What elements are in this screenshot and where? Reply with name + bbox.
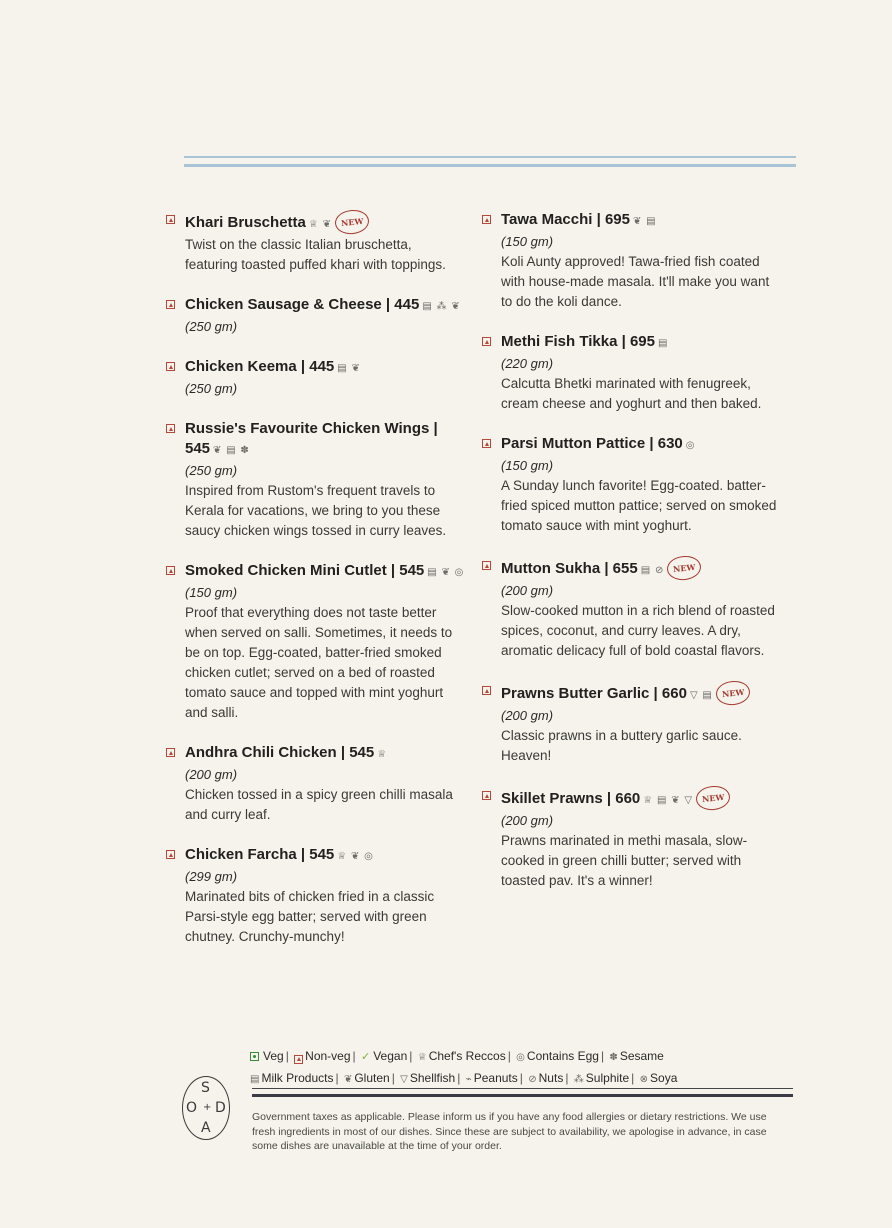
nonveg-icon bbox=[482, 686, 491, 695]
menu-item bbox=[482, 681, 782, 766]
dish-description: Prawns marinated in methi masala, slow-cooked in green chilli butter; served with toasted pav. It's a winner! bbox=[501, 833, 748, 888]
nonveg-icon bbox=[482, 337, 491, 346]
dish-weight: (220 gm) bbox=[501, 356, 554, 371]
dish-name-text: Chicken Sausage & Cheese | 445 bbox=[185, 296, 420, 313]
logo-letter-o: O bbox=[186, 1100, 198, 1116]
dish-weight: (299 gm) bbox=[185, 869, 238, 884]
logo-letter-a: A bbox=[201, 1120, 211, 1136]
dish-name-text: Mutton Sukha | 655 bbox=[501, 560, 638, 577]
menu-item bbox=[166, 419, 466, 541]
menu-item bbox=[482, 786, 782, 891]
dish-name-text: Khari Bruschetta bbox=[185, 214, 306, 231]
nonveg-icon bbox=[482, 791, 491, 800]
nonveg-icon bbox=[166, 850, 175, 859]
nonveg-icon bbox=[166, 566, 175, 575]
dish-name-text: Parsi Mutton Pattice | 630 bbox=[501, 435, 683, 452]
menu-item bbox=[166, 743, 466, 825]
dish-name-text: Tawa Macchi | 695 bbox=[501, 211, 630, 228]
dish-description: Calcutta Bhetki marinated with fenugreek, cream cheese and yoghurt and then baked. bbox=[501, 376, 762, 411]
nonveg-icon bbox=[482, 561, 491, 570]
allergen-icons: ▽ ▤ bbox=[689, 690, 713, 701]
legend-chefs: Chef's Reccos bbox=[428, 1049, 506, 1063]
footer-rule-thin bbox=[252, 1088, 793, 1089]
legend-shellfish: Shellfish bbox=[409, 1071, 456, 1085]
allergen-icons: ♕ ❦ ◎ bbox=[337, 851, 374, 862]
dish-weight: (150 gm) bbox=[501, 458, 554, 473]
legend-nuts: Nuts bbox=[538, 1071, 564, 1085]
allergen-icons: ❦ ▤ bbox=[632, 216, 657, 227]
legend-row-1: Veg | Non-veg | ✓ Vegan | ♕ Chef's Reccos | ◎ Contains Egg | ✽ Sesame bbox=[250, 1046, 677, 1068]
milk-icon: ▤ bbox=[250, 1074, 260, 1085]
nonveg-icon bbox=[482, 215, 491, 224]
dish-weight: (250 gm) bbox=[185, 319, 238, 334]
menu-item bbox=[166, 295, 466, 337]
header-rule-bottom bbox=[184, 164, 796, 167]
dish-name bbox=[185, 561, 466, 583]
legend-milk: Milk Products bbox=[261, 1071, 334, 1085]
sulphite-icon: ⁂ bbox=[573, 1074, 584, 1085]
dish-name bbox=[185, 845, 466, 867]
new-badge: NEW bbox=[715, 679, 752, 706]
dish-description: A Sunday lunch favorite! Egg-coated. batter-fried spiced mutton pattice; served on smoked tomato sauce with mint yoghurt. bbox=[501, 478, 777, 533]
dish-description: Slow-cooked mutton in a rich blend of roasted spices, coconut, and curry leaves. A dry, aromatic delicacy full of bold coastal flavors. bbox=[501, 603, 775, 658]
logo-plus: + bbox=[203, 1102, 212, 1113]
menu-item bbox=[482, 210, 782, 312]
allergen-icons: ❦ ▤ ✽ bbox=[213, 445, 250, 456]
dish-description: Marinated bits of chicken fried in a classic Parsi-style egg batter; served with green chutney. Crunchy-munchy! bbox=[185, 889, 435, 944]
dish-name-text: Methi Fish Tikka | 695 bbox=[501, 333, 655, 350]
dietary-legend bbox=[250, 1046, 677, 1090]
footer-rule-thick bbox=[252, 1094, 793, 1097]
legend-row-2: ▤ Milk Products | ❦ Gluten | ▽ Shellfish | ⌁ Peanuts | ⊘ Nuts | ⁂ Sulphite | ⊗ Soya bbox=[250, 1071, 678, 1085]
dish-weight: (250 gm) bbox=[185, 463, 238, 478]
new-badge: NEW bbox=[334, 208, 371, 235]
allergen-icons: ♕ bbox=[377, 749, 388, 760]
dish-name bbox=[185, 357, 466, 379]
dish-weight: (250 gm) bbox=[185, 381, 238, 396]
dish-name bbox=[501, 681, 782, 706]
dish-description: Chicken tossed in a spicy green chilli masala and curry leaf. bbox=[185, 787, 453, 822]
allergen-icons: ◎ bbox=[685, 440, 696, 451]
legend-sulphite: Sulphite bbox=[585, 1071, 630, 1085]
nonveg-icon bbox=[166, 748, 175, 757]
veg-icon bbox=[250, 1052, 259, 1061]
nonveg-icon bbox=[294, 1055, 303, 1064]
legend-peanuts: Peanuts bbox=[473, 1071, 518, 1085]
dish-name bbox=[185, 419, 466, 461]
dish-description: Classic prawns in a buttery garlic sauce. Heaven! bbox=[501, 728, 742, 763]
nonveg-icon bbox=[166, 424, 175, 433]
dish-weight: (150 gm) bbox=[185, 585, 238, 600]
dish-description: Koli Aunty approved! Tawa-fried fish coated with house-made masala. It'll make you want to do the koli dance. bbox=[501, 254, 770, 309]
new-badge: NEW bbox=[666, 554, 703, 581]
menu-item bbox=[482, 332, 782, 414]
legend-sesame: Sesame bbox=[619, 1049, 664, 1063]
logo-letter-s: S bbox=[201, 1080, 210, 1096]
peanut-icon: ⌁ bbox=[465, 1074, 472, 1085]
menu-column-right bbox=[482, 210, 782, 911]
dish-weight: (200 gm) bbox=[185, 767, 238, 782]
allergen-icons: ▤ ❦ bbox=[337, 363, 361, 374]
legend-soya: Soya bbox=[650, 1071, 678, 1085]
allergen-icons: ▤ ⁂ ❦ bbox=[422, 301, 461, 312]
dish-name-text: Chicken Farcha | 545 bbox=[185, 846, 335, 863]
menu-item bbox=[166, 210, 466, 275]
footer-note: Government taxes as applicable. Please inform us if you have any food allergies or dietary restrictions. We use fresh ingredients in most of our dishes. Since these are subject to availability, we apologise in advance, in case some dishes are unavailable at the time of your order. bbox=[252, 1111, 767, 1152]
nonveg-icon bbox=[166, 362, 175, 371]
dish-name-text: Smoked Chicken Mini Cutlet | 545 bbox=[185, 562, 425, 579]
dish-weight: (200 gm) bbox=[501, 813, 554, 828]
legend-gluten: Gluten bbox=[354, 1071, 390, 1085]
dish-description: Proof that everything does not taste better when served on salli. Sometimes, it needs to be on top. Egg-coated, batter-fried smoked chicken cutlet; served on a bed of roasted tomato sauce and topped with mint yoghurt and salli. bbox=[185, 605, 453, 720]
header-rule-top bbox=[184, 156, 796, 158]
nonveg-icon bbox=[166, 300, 175, 309]
dish-name bbox=[501, 786, 782, 811]
legend-nonveg: Non-veg bbox=[305, 1049, 351, 1063]
dish-weight: (200 gm) bbox=[501, 583, 554, 598]
dish-name-text: Chicken Keema | 445 bbox=[185, 358, 335, 375]
menu-column-left bbox=[166, 210, 466, 967]
dish-name-text: Russie's Favourite Chicken Wings | 545 bbox=[185, 420, 438, 457]
gluten-icon: ❦ bbox=[343, 1074, 353, 1085]
dish-name bbox=[185, 210, 466, 235]
dish-description: Twist on the classic Italian bruschetta, featuring toasted puffed khari with toppings. bbox=[185, 237, 446, 272]
nuts-icon: ⊘ bbox=[528, 1074, 537, 1085]
dish-name bbox=[501, 434, 782, 456]
dish-name bbox=[501, 210, 782, 232]
menu-item bbox=[166, 357, 466, 399]
sesame-icon: ✽ bbox=[609, 1052, 618, 1063]
nonveg-icon bbox=[482, 439, 491, 448]
legend-veg: Veg bbox=[263, 1049, 284, 1063]
dish-name-text: Prawns Butter Garlic | 660 bbox=[501, 685, 687, 702]
soda-logo bbox=[182, 1076, 230, 1140]
legend-egg: Contains Egg bbox=[526, 1049, 599, 1063]
legend-vegan: Vegan bbox=[373, 1049, 408, 1063]
dish-weight: (200 gm) bbox=[501, 708, 554, 723]
menu-item bbox=[482, 434, 782, 536]
dish-name bbox=[501, 332, 782, 354]
menu-item bbox=[482, 556, 782, 661]
chef-hat-icon: ♕ bbox=[417, 1052, 427, 1063]
allergen-icons: ♕ ▤ ❦ ▽ bbox=[643, 795, 694, 806]
dish-name bbox=[185, 743, 466, 765]
dish-weight: (150 gm) bbox=[501, 234, 554, 249]
soya-icon: ⊗ bbox=[639, 1074, 649, 1085]
allergen-icons: ▤ ⊘ bbox=[640, 565, 665, 576]
vegan-icon: ✓ bbox=[361, 1051, 371, 1063]
dish-name bbox=[501, 556, 782, 581]
new-badge: NEW bbox=[695, 784, 732, 811]
nonveg-icon bbox=[166, 215, 175, 224]
allergen-icons: ♕ ❦ bbox=[308, 219, 332, 230]
menu-item bbox=[166, 845, 466, 947]
dish-description: Inspired from Rustom's frequent travels to Kerala for vacations, we bring to you these saucy chicken wings tossed in curry leaves. bbox=[185, 483, 447, 538]
logo-letter-d: D bbox=[215, 1100, 226, 1116]
allergen-icons: ▤ ❦ ◎ bbox=[427, 567, 465, 578]
allergen-icons: ▤ bbox=[657, 338, 669, 349]
egg-icon: ◎ bbox=[516, 1052, 525, 1063]
dish-name bbox=[185, 295, 466, 317]
dish-name-text: Skillet Prawns | 660 bbox=[501, 790, 641, 807]
shellfish-icon: ▽ bbox=[400, 1074, 408, 1085]
menu-item bbox=[166, 561, 466, 723]
dish-name-text: Andhra Chili Chicken | 545 bbox=[185, 744, 375, 761]
